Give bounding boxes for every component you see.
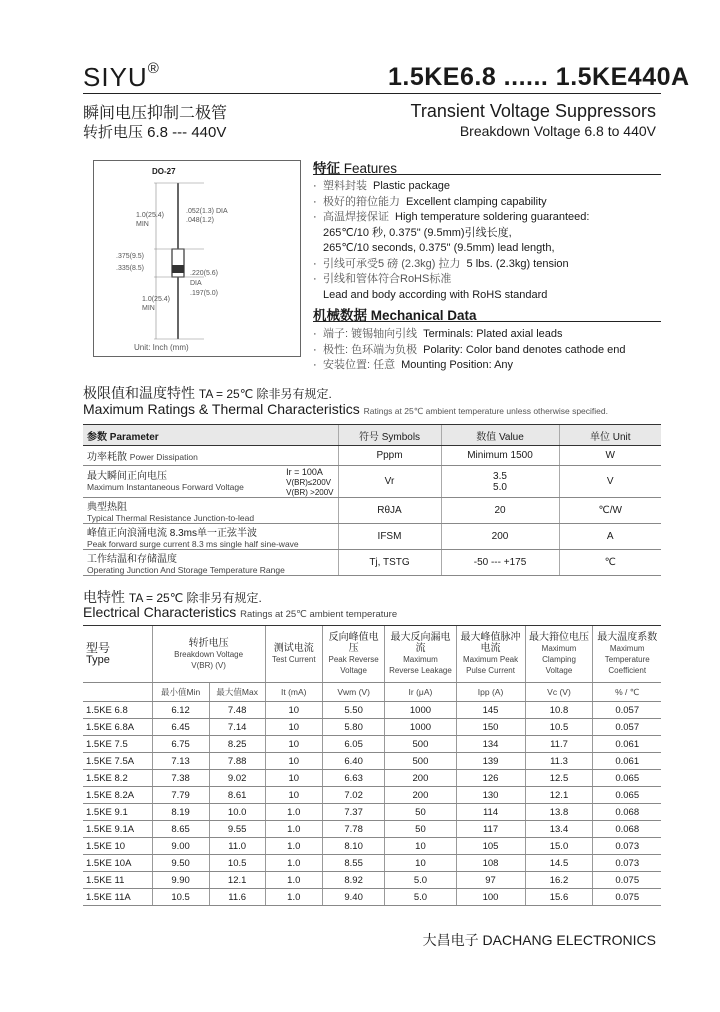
value-cell: 15.0: [525, 838, 593, 855]
value-cell: 50: [385, 804, 456, 821]
value-cell: 10: [265, 736, 322, 753]
value-cell: 7.79: [152, 787, 209, 804]
type-cell: 1.5KE 7.5: [83, 736, 152, 753]
type-cell: 1.5KE 8.2A: [83, 787, 152, 804]
value-cell: 5.0: [385, 872, 456, 889]
pulse-current-header: 最大峰值脉冲电流 Maximum Peak Pulse Current: [456, 626, 525, 683]
value-cell: 7.48: [209, 702, 265, 719]
value-cell: 7.14: [209, 719, 265, 736]
type-cell: 1.5KE 9.1A: [83, 821, 152, 838]
max-ratings-header: [83, 425, 661, 446]
table-row: 典型热阻 Typical Thermal Resistance Junction-to-lead RθJA 20 ℃/W: [83, 498, 661, 524]
value-cell: 10: [265, 770, 322, 787]
value-cell: 12.5: [525, 770, 593, 787]
mechanical-title: 机械数据 Mechanical Data: [313, 308, 477, 323]
type-cell: 1.5KE 7.5A: [83, 753, 152, 770]
value-cell: 150: [456, 719, 525, 736]
value-cell: 1.0: [265, 889, 322, 906]
value-cell: 7.13: [152, 753, 209, 770]
table-row: [83, 855, 661, 872]
max-ratings-title-en: Maximum Ratings & Thermal Characteristics Ratings at 25℃ ambient temperature unless otherwise specified.: [83, 401, 608, 417]
table-row: [83, 804, 661, 821]
type-cell: 1.5KE 11A: [83, 889, 152, 906]
table-row: 最大瞬间正向电压 Maximum Instantaneous Forward Voltage Ir = 100A V(BR)≤200V V(BR) >200V Vr 3.5 5.0 V: [83, 466, 661, 498]
value-cell: 15.6: [525, 889, 593, 906]
package-units: Unit: Inch (mm): [134, 343, 189, 352]
value-cell: 10: [385, 838, 456, 855]
feature-item: · 引线和管体符合RoHS标准: [313, 273, 452, 285]
value-cell: 0.073: [593, 838, 661, 855]
max-ratings-table: [83, 424, 661, 576]
value-cell: 6.12: [152, 702, 209, 719]
value-cell: 0.068: [593, 821, 661, 838]
feature-item: 265℃/10 seconds, 0.375" (9.5mm) lead length,: [323, 242, 555, 254]
value-cell: 8.61: [209, 787, 265, 804]
en-breakdown: Breakdown Voltage 6.8 to 440V: [459, 123, 656, 139]
table-row: [83, 702, 661, 719]
dim-body-length: .375(9.5) .335(8.5): [116, 253, 145, 272]
value-cell: 6.45: [152, 719, 209, 736]
value-cell: 0.075: [593, 889, 661, 906]
value-cell: 0.068: [593, 804, 661, 821]
value-cell: 0.065: [593, 787, 661, 804]
value-cell: 16.2: [525, 872, 593, 889]
value-cell: 114: [456, 804, 525, 821]
value-cell: 0.065: [593, 770, 661, 787]
mechanical-rule: [313, 321, 661, 322]
company-name: 大昌电子 DACHANG ELECTRONICS: [422, 932, 656, 948]
table-row: [83, 787, 661, 804]
feature-item: · 引线可承受5 磅 (2.3kg) 拉力 5 lbs. (2.3kg) tension: [313, 257, 569, 270]
value-cell: 1.0: [265, 821, 322, 838]
mechanical-list: [313, 327, 661, 374]
value-cell: 0.057: [593, 702, 661, 719]
electrical-title-cn: 电特性 TA = 25℃ 除非另有规定.: [83, 589, 262, 605]
value-cell: 134: [456, 736, 525, 753]
value-cell: 9.00: [152, 838, 209, 855]
param-header: 参数 Parameter: [83, 425, 338, 446]
value-cell: 10.5: [152, 889, 209, 906]
table-row: [83, 719, 661, 736]
value-cell: 9.55: [209, 821, 265, 838]
value-cell: 10: [265, 787, 322, 804]
breakdown-header: 转折电压 Breakdown Voltage V(BR) (V): [152, 626, 265, 683]
feature-item: Lead and body according with RoHS standard: [323, 288, 548, 301]
value-cell: 100: [456, 889, 525, 906]
value-cell: 7.37: [322, 804, 385, 821]
value-cell: 1.0: [265, 804, 322, 821]
value-cell: 130: [456, 787, 525, 804]
temp-coeff-header: 最大温度系数 Maximum Temperature Coefficient: [593, 626, 661, 683]
table-row: [83, 770, 661, 787]
value-cell: 14.5: [525, 855, 593, 872]
value-cell: 6.63: [322, 770, 385, 787]
value-cell: 500: [385, 736, 456, 753]
type-cell: 1.5KE 8.2: [83, 770, 152, 787]
value-cell: 6.75: [152, 736, 209, 753]
electrical-header: [83, 626, 661, 683]
value-cell: 13.8: [525, 804, 593, 821]
value-cell: 117: [456, 821, 525, 838]
value-cell: 105: [456, 838, 525, 855]
dim-lead-length: 1.0(25.4) MIN: [136, 212, 165, 228]
value-cell: 7.78: [322, 821, 385, 838]
test-current-header: 测试电流 Test Current: [265, 626, 322, 683]
dim-body-dia: .220(5.6) DIA .197(5.0): [190, 270, 219, 297]
type-cell: 1.5KE 9.1: [83, 804, 152, 821]
type-cell: 1.5KE 11: [83, 872, 152, 889]
value-cell: 1.0: [265, 872, 322, 889]
mechanical-item: · 极性: 色环端为负极 Polarity: Color band denotes cathode end: [313, 343, 626, 356]
peak-reverse-header: 反向峰值电压 Peak Reverse Voltage: [322, 626, 385, 683]
unit-header: 单位 Unit: [559, 425, 661, 446]
value-cell: 10: [385, 855, 456, 872]
electrical-subheader: 最小值Min 最大值Max It (mA) Vwm (V) Ir (μA) Ipp (A) Vc (V) % / ℃: [83, 683, 661, 702]
type-cell: 1.5KE 6.8A: [83, 719, 152, 736]
value-cell: 0.061: [593, 736, 661, 753]
value-cell: 5.80: [322, 719, 385, 736]
value-cell: 50: [385, 821, 456, 838]
value-cell: 8.65: [152, 821, 209, 838]
value-cell: 9.40: [322, 889, 385, 906]
table-row: [83, 838, 661, 855]
value-cell: 10.5: [525, 719, 593, 736]
table-row: 功率耗散 Power Dissipation Pppm Minimum 1500 W: [83, 446, 661, 466]
value-cell: 145: [456, 702, 525, 719]
value-cell: 9.50: [152, 855, 209, 872]
features-rule: [313, 174, 661, 175]
max-ratings-title-cn: 极限值和温度特性 TA = 25℃ 除非另有规定.: [83, 385, 332, 401]
mechanical-item: · 安装位置: 任意 Mounting Position: Any: [313, 359, 514, 371]
value-cell: 8.55: [322, 855, 385, 872]
value-cell: 10.0: [209, 804, 265, 821]
value-cell: 1000: [385, 719, 456, 736]
electrical-table: [83, 625, 661, 906]
leakage-header: 最大反向漏电流 Maximum Reverse Leakage: [385, 626, 456, 683]
type-cell: 1.5KE 10: [83, 838, 152, 855]
value-cell: 11.7: [525, 736, 593, 753]
value-cell: 7.88: [209, 753, 265, 770]
value-cell: 8.25: [209, 736, 265, 753]
table-row: [83, 736, 661, 753]
table-row: 工作结温和存储温度 Operating Junction And Storage Temperature Range Tj, TSTG -50 --- +175 ℃: [83, 550, 661, 576]
part-range: 1.5KE6.8 ...... 1.5KE440A: [388, 63, 690, 91]
value-cell: 1000: [385, 702, 456, 719]
value-cell: 8.19: [152, 804, 209, 821]
electrical-rows: [83, 702, 661, 906]
value-cell: 9.02: [209, 770, 265, 787]
package-name: DO-27: [152, 167, 176, 176]
type-cell: 1.5KE 10A: [83, 855, 152, 872]
value-cell: 0.073: [593, 855, 661, 872]
registered-mark: ®: [147, 60, 160, 77]
value-cell: 12.1: [209, 872, 265, 889]
value-cell: 12.1: [525, 787, 593, 804]
value-cell: 8.10: [322, 838, 385, 855]
clamping-header: 最大箝位电压 Maximum Clamping Voltage: [525, 626, 593, 683]
table-row: [83, 872, 661, 889]
cn-title: 瞬间电压抑制二极管: [83, 105, 228, 122]
brand-name: SIYU: [83, 62, 148, 92]
package-drawing: [93, 160, 301, 357]
type-cell: 1.5KE 6.8: [83, 702, 152, 719]
value-cell: 8.92: [322, 872, 385, 889]
dim-lead-length-2: 1.0(25.4) MIN: [142, 296, 171, 312]
table-row: 峰值正向浪涌电流 8.3ms单一正弦半波 Peak forward surge current 8.3 ms single half sine-wave IFSM 200 A: [83, 524, 661, 550]
value-cell: 0.057: [593, 719, 661, 736]
table-row: [83, 753, 661, 770]
value-cell: 7.02: [322, 787, 385, 804]
value-cell: 6.05: [322, 736, 385, 753]
value-cell: 9.90: [152, 872, 209, 889]
en-title: Transient Voltage Suppressors: [410, 101, 656, 121]
value-cell: 13.4: [525, 821, 593, 838]
value-cell: 1.0: [265, 855, 322, 872]
value-header: 数值 Value: [441, 425, 559, 446]
value-cell: 10.5: [209, 855, 265, 872]
value-cell: 108: [456, 855, 525, 872]
value-cell: 5.50: [322, 702, 385, 719]
dim-lead-dia: .052(1.3) DIA .048(1.2): [186, 208, 228, 224]
value-cell: 126: [456, 770, 525, 787]
features-title: 特征 Features: [313, 161, 398, 176]
features-list: [313, 179, 661, 303]
value-cell: 0.075: [593, 872, 661, 889]
value-cell: 11.3: [525, 753, 593, 770]
table-row: [83, 889, 661, 906]
value-cell: 139: [456, 753, 525, 770]
value-cell: 5.0: [385, 889, 456, 906]
value-cell: 10: [265, 702, 322, 719]
value-cell: 200: [385, 770, 456, 787]
value-cell: 7.38: [152, 770, 209, 787]
value-cell: 11.0: [209, 838, 265, 855]
cn-breakdown: 转折电压 6.8 --- 440V: [83, 124, 227, 141]
electrical-title-en: Electrical Characteristics Ratings at 25℃ ambient temperature: [83, 604, 398, 620]
header-rule: [83, 93, 661, 94]
value-cell: 10: [265, 719, 322, 736]
value-cell: 0.061: [593, 753, 661, 770]
value-cell: 10: [265, 753, 322, 770]
symbol-header: 符号 Symbols: [338, 425, 441, 446]
brand-logo: [83, 62, 160, 93]
value-cell: 1.0: [265, 838, 322, 855]
feature-item: 265℃/10 秒, 0.375" (9.5mm)引线长度,: [323, 226, 512, 239]
value-cell: 97: [456, 872, 525, 889]
value-cell: 500: [385, 753, 456, 770]
table-row: [83, 821, 661, 838]
feature-item: · 塑料封装 Plastic package: [313, 180, 451, 192]
type-header: 型号 Type: [83, 626, 152, 683]
feature-item: · 极好的箝位能力 Excellent clamping capability: [313, 195, 547, 208]
value-cell: 200: [385, 787, 456, 804]
mechanical-item: · 端子: 镀锡轴向引线 Terminals: Plated axial leads: [313, 328, 563, 340]
value-cell: 10.8: [525, 702, 593, 719]
feature-item: · 高温焊接保证 High temperature soldering guaranteed:: [313, 211, 590, 223]
value-cell: 6.40: [322, 753, 385, 770]
value-cell: 11.6: [209, 889, 265, 906]
